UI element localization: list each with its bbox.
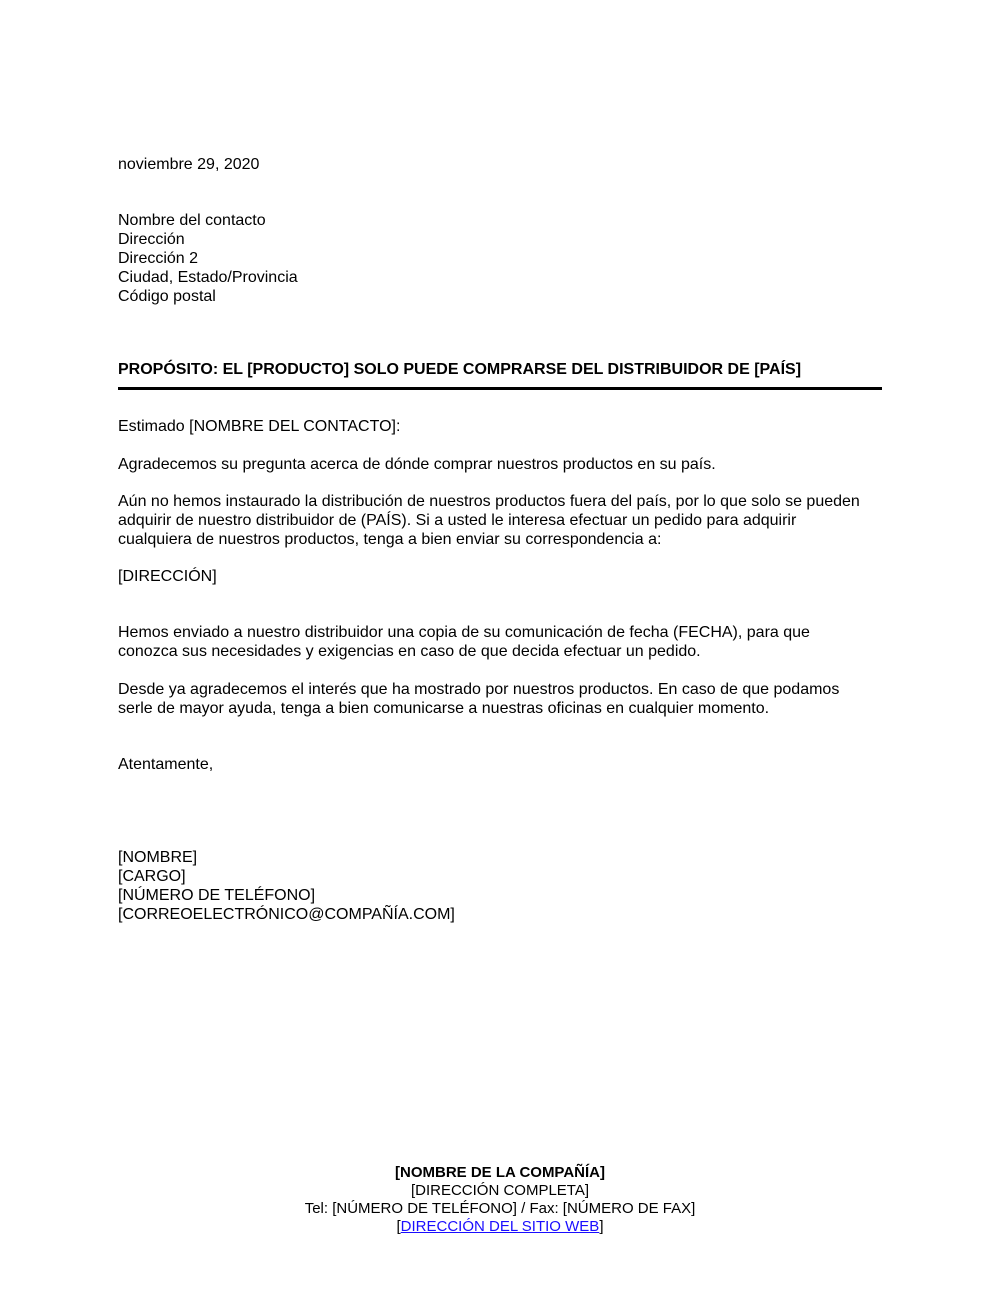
paragraph-2 [118,492,860,549]
letterhead-footer [0,1164,1000,1236]
recipient-city-state: Ciudad, Estado/Provincia [118,269,298,286]
signature-title: [CARGO] [118,868,186,885]
footer-website-bracket-open: [ [396,1218,401,1235]
footer-website [0,1218,1000,1236]
paragraph-3 [118,623,810,661]
recipient-block [118,211,298,306]
paragraph-2-line-3: cualquiera de nuestros productos, tenga a bien enviar su correspondencia a: [118,531,662,548]
salutation: Estimado [NOMBRE DEL CONTACTO]: [118,418,401,435]
signature-block [118,848,455,924]
signature-name: [NOMBRE] [118,849,198,866]
footer-company-name: [NOMBRE DE LA COMPAÑÍA] [395,1164,605,1181]
closing: Atentamente, [118,756,214,773]
letter-date: noviembre 29, 2020 [118,156,260,173]
subject-divider [118,387,882,390]
paragraph-1: Agradecemos su pregunta acerca de dónde comprar nuestros productos en su país. [118,456,716,473]
signature-phone: [NÚMERO DE TELÉFONO] [118,887,316,904]
paragraph-2-line-2: adquirir de nuestro distribuidor de (PAÍS). Si a usted le interesa efectuar un pedido para adquirir [118,512,797,529]
paragraph-4 [118,680,839,718]
recipient-address-1: Dirección [118,231,185,248]
recipient-postal-code: Código postal [118,288,216,305]
address-placeholder: [DIRECCIÓN] [118,568,217,585]
footer-website-bracket-close: ] [599,1218,604,1235]
paragraph-3-line-2: conozca sus necesidades y exigencias en caso de que decida efectuar un pedido. [118,643,701,660]
footer-address: [DIRECCIÓN COMPLETA] [410,1182,590,1199]
letter-subject: PROPÓSITO: EL [PRODUCTO] SOLO PUEDE COMPRARSE DEL DISTRIBUIDOR DE [PAÍS] [118,361,802,378]
paragraph-3-line-1: Hemos enviado a nuestro distribuidor una copia de su comunicación de fecha (FECHA), para que [118,624,810,641]
recipient-name: Nombre del contacto [118,212,266,229]
recipient-address-2: Dirección 2 [118,250,199,267]
footer-contact: Tel: [NÚMERO DE TELÉFONO] / Fax: [NÚMERO DE FAX] [304,1200,696,1217]
paragraph-4-line-2: serle de mayor ayuda, tenga a bien comunicarse a nuestras oficinas en cualquier momento. [118,700,770,717]
paragraph-4-line-1: Desde ya agradecemos el interés que ha mostrado por nuestros productos. En caso de que podamos [118,681,840,698]
website-link[interactable]: DIRECCIÓN DEL SITIO WEB [400,1218,600,1235]
paragraph-2-line-1: Aún no hemos instaurado la distribución de nuestros productos fuera del país, por lo que solo se pueden [118,493,860,510]
signature-email: [CORREOELECTRÓNICO@COMPAÑÍA.COM] [118,906,455,923]
